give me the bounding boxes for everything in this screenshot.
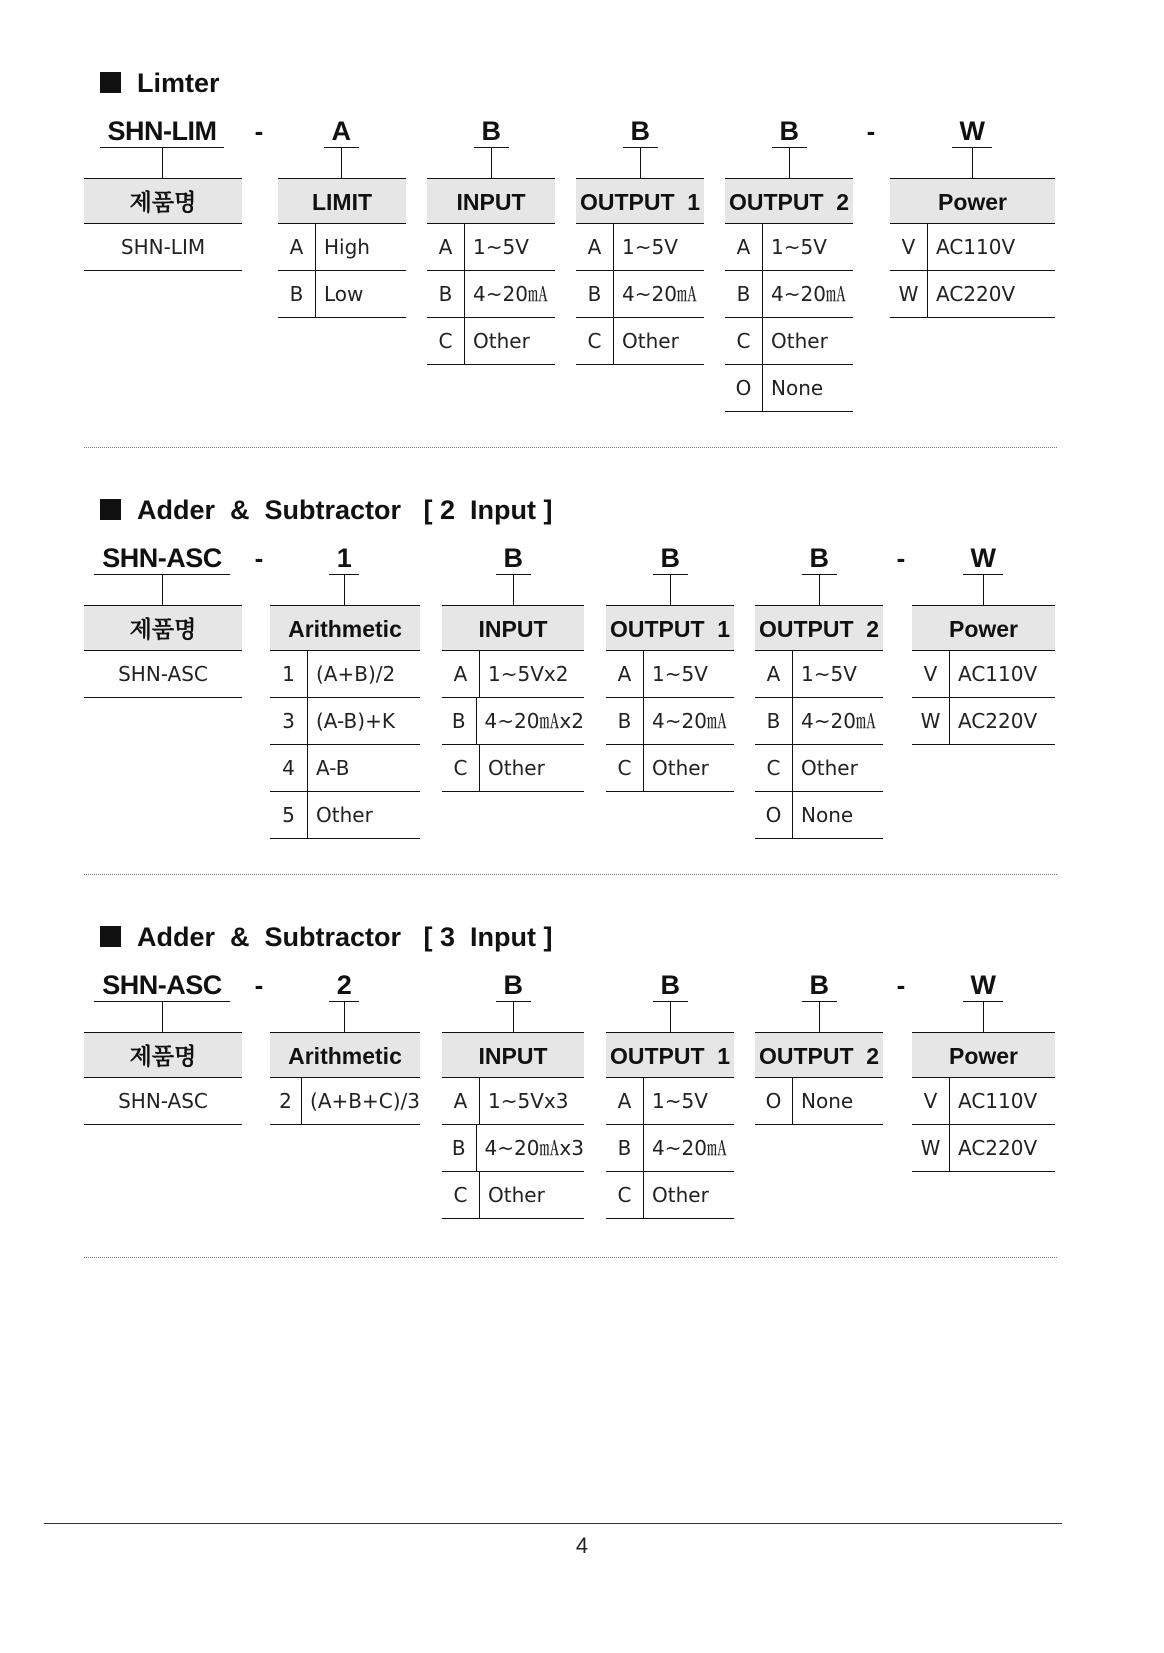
product-name: SHN-ASC [118,662,208,686]
option-group-header: OUTPUT 2 [755,605,883,651]
option-value: AC220V [936,282,1016,306]
option-group-header: OUTPUT 1 [606,605,734,651]
option-code: A [427,224,465,270]
section-separator [84,874,1057,875]
connector-line [491,148,492,178]
option-group [606,1032,734,1219]
option-code: A [725,224,763,270]
option-row [270,698,420,745]
option-group [890,178,1055,318]
option-row [755,792,883,839]
option-row [270,651,420,698]
option-row [755,698,883,745]
option-code: 4 [270,745,308,791]
option-code: 2 [270,1078,302,1124]
option-value: Low [324,282,364,306]
option-row [606,1172,734,1219]
connector-line [983,575,984,605]
connector-line [819,1002,820,1032]
option-group-header: OUTPUT 1 [606,1032,734,1078]
section-title [100,922,553,952]
option-value: Other [473,329,530,353]
code-dash: - [866,116,876,146]
option-value: (A+B)/2 [316,662,396,686]
section-1 [0,68,1164,448]
model-code-text: B [772,115,807,148]
option-code: B [278,271,316,317]
option-value: Other [488,756,545,780]
model-code-part [942,114,1002,148]
option-group-header: Power [912,605,1055,651]
option-group-header: Power [890,178,1055,224]
option-row [725,318,853,365]
option-value: 1~5V [622,235,678,259]
option-row [755,745,883,792]
option-code: C [442,1172,480,1218]
option-group-header: Arithmetic [270,605,420,651]
connector-line [972,148,973,178]
option-code: W [912,1125,950,1171]
option-group [427,178,555,365]
option-group-header: Power [912,1032,1055,1078]
model-code-part [314,541,374,575]
connector-line [513,575,514,605]
option-code: 1 [270,651,308,697]
option-value: 1~5V [652,1089,708,1113]
option-value: Other [801,756,858,780]
option-group-header: INPUT [442,1032,584,1078]
model-code-text: B [623,115,658,148]
section-separator [84,1257,1057,1258]
model-code-text: W [963,969,1004,1002]
model-code-text: B [802,969,837,1002]
option-row [576,271,704,318]
model-code-text: SHN-ASC [94,542,230,575]
option-row [84,1078,242,1125]
option-value: None [801,803,854,827]
option-code: V [912,651,950,697]
option-code: O [755,792,793,838]
option-group-header: INPUT [442,605,584,651]
option-value: Other [652,756,709,780]
option-code: A [606,1078,644,1124]
connector-line [670,575,671,605]
option-value: 1~5V [771,235,827,259]
option-group-header: INPUT [427,178,555,224]
option-row [606,1078,734,1125]
option-row [912,1125,1055,1172]
code-dash: - [254,970,264,1000]
model-code-part [759,114,819,148]
option-value: 4~20㎃ [652,709,727,733]
option-value: AC110V [958,1089,1038,1113]
connector-line [640,148,641,178]
product-name: SHN-LIM [120,235,206,259]
option-value: 4~20㎃ [652,1136,727,1160]
option-group [442,1032,584,1219]
section-title [100,68,220,98]
option-group [725,178,853,412]
option-row [890,271,1055,318]
connector-line [162,575,163,605]
option-value: 1~5V [801,662,857,686]
option-code: V [912,1078,950,1124]
connector-line [162,1002,163,1032]
option-row [442,1078,584,1125]
code-dash: - [896,543,906,573]
option-group [84,178,242,271]
product-name: SHN-ASC [118,1089,208,1113]
option-value: 1~5Vx3 [488,1089,569,1113]
option-row [427,224,555,271]
option-row [442,651,584,698]
option-value: (A-B)+K [316,709,395,733]
option-group-header: OUTPUT 1 [576,178,704,224]
option-group [755,1032,883,1125]
model-code-part [483,968,543,1002]
code-dash: - [254,116,264,146]
option-row [442,1125,584,1172]
section-separator [84,447,1057,448]
option-value: AC110V [958,662,1038,686]
option-row [278,224,406,271]
option-code: B [576,271,614,317]
option-code: C [576,318,614,364]
code-dash: - [254,543,264,573]
option-row [606,698,734,745]
option-code: V [890,224,928,270]
connector-line [344,1002,345,1032]
model-code-text: B [474,115,509,148]
connector-line [341,148,342,178]
option-row [442,1172,584,1219]
model-code-part [311,114,371,148]
option-value: 4~20㎃ [771,282,846,306]
model-code-part [82,114,242,148]
option-group [912,605,1055,745]
model-code-part [789,968,849,1002]
option-code: O [725,365,763,411]
option-row [755,651,883,698]
model-code-text: W [952,115,993,148]
model-code-text: B [802,542,837,575]
model-code-part [789,541,849,575]
option-row [755,1078,883,1125]
option-row [270,1078,420,1125]
model-code-text: A [324,115,359,148]
model-code-part [461,114,521,148]
option-value: 4~20㎃ [473,282,548,306]
option-value: Other [771,329,828,353]
model-code-part [953,541,1013,575]
square-bullet-icon [100,926,121,947]
option-group [84,1032,242,1125]
option-row [576,224,704,271]
footer-rule [44,1523,1062,1524]
option-group-header: Arithmetic [270,1032,420,1078]
option-value: Other [488,1183,545,1207]
option-code: O [755,1078,793,1124]
option-code: W [912,698,950,744]
option-row [427,318,555,365]
option-row [725,224,853,271]
option-row [912,1078,1055,1125]
option-row [912,651,1055,698]
section-title-text: Adder & Subtractor [ 3 Input ] [137,922,553,952]
model-code-part [483,541,543,575]
option-row [84,224,242,271]
option-value: Other [622,329,679,353]
option-code: A [442,651,480,697]
option-row [890,224,1055,271]
option-row [576,318,704,365]
model-code-text: SHN-LIM [100,115,225,148]
model-code-text: W [963,542,1004,575]
model-code-part [314,968,374,1002]
option-row [442,745,584,792]
option-group-header: 제품명 [84,1032,242,1078]
model-code-part [953,968,1013,1002]
option-code: A [442,1078,480,1124]
option-group-header: LIMIT [278,178,406,224]
option-value: 1~5V [473,235,529,259]
section-title-text: Adder & Subtractor [ 2 Input ] [137,495,553,525]
option-code: B [427,271,465,317]
connector-line [162,148,163,178]
option-row [606,651,734,698]
option-value: A-B [316,756,350,780]
square-bullet-icon [100,72,121,93]
option-row [725,365,853,412]
model-code-text: B [496,542,531,575]
connector-line [344,575,345,605]
option-row [606,1125,734,1172]
option-value: 4~20㎃x2 [484,709,584,733]
option-value: (A+B+C)/3 [310,1089,420,1113]
model-code-part [640,968,700,1002]
option-code: C [755,745,793,791]
model-code-part [640,541,700,575]
connector-line [789,148,790,178]
option-value: 4~20㎃x3 [484,1136,584,1160]
option-row [270,745,420,792]
option-row [912,698,1055,745]
page-number: 4 [575,1533,589,1558]
option-code: C [606,1172,644,1218]
option-row [278,271,406,318]
option-code: C [442,745,480,791]
model-code-text: B [496,969,531,1002]
model-code-part [610,114,670,148]
option-row [84,651,242,698]
model-code-text: B [653,969,688,1002]
option-value: 1~5V [652,662,708,686]
option-code: B [725,271,763,317]
option-code: 3 [270,698,308,744]
option-group [270,1032,420,1125]
section-title [100,495,553,525]
option-code: A [576,224,614,270]
option-row [606,745,734,792]
model-code-part [82,968,242,1002]
option-value: AC220V [958,709,1038,733]
model-code-part [82,541,242,575]
option-value: Other [652,1183,709,1207]
connector-line [983,1002,984,1032]
model-code-text: 2 [329,969,360,1002]
option-group [912,1032,1055,1172]
option-group-header: OUTPUT 2 [725,178,853,224]
option-code: A [755,651,793,697]
section-title-text: Limter [137,68,220,98]
section-3 [0,922,1164,1302]
connector-line [819,575,820,605]
connector-line [670,1002,671,1032]
option-value: 4~20㎃ [622,282,697,306]
connector-line [513,1002,514,1032]
model-code-text: 1 [329,542,360,575]
option-code: W [890,271,928,317]
option-value: Other [316,803,373,827]
option-value: 4~20㎃ [801,709,876,733]
option-code: 5 [270,792,308,838]
option-group-header: 제품명 [84,605,242,651]
option-group [84,605,242,698]
code-dash: - [896,970,906,1000]
option-value: 1~5Vx2 [488,662,569,686]
option-code: B [606,1125,644,1171]
option-code: B [755,698,793,744]
option-group [606,605,734,792]
option-group-header: 제품명 [84,178,242,224]
option-value: None [771,376,824,400]
option-row [725,271,853,318]
option-row [427,271,555,318]
option-row [442,698,584,745]
square-bullet-icon [100,499,121,520]
option-group [755,605,883,839]
option-code: A [606,651,644,697]
option-group [576,178,704,365]
option-value: High [324,235,370,259]
option-group [270,605,420,839]
model-code-text: B [653,542,688,575]
option-value: AC220V [958,1136,1038,1160]
option-code: B [442,1125,477,1171]
option-group-header: OUTPUT 2 [755,1032,883,1078]
option-group [442,605,584,792]
option-code: B [442,698,477,744]
option-code: A [278,224,316,270]
option-code: B [606,698,644,744]
option-code: C [725,318,763,364]
option-value: AC110V [936,235,1016,259]
section-2 [0,495,1164,875]
option-value: None [801,1089,854,1113]
option-code: C [606,745,644,791]
option-row [270,792,420,839]
model-code-text: SHN-ASC [94,969,230,1002]
option-group [278,178,406,318]
option-code: C [427,318,465,364]
